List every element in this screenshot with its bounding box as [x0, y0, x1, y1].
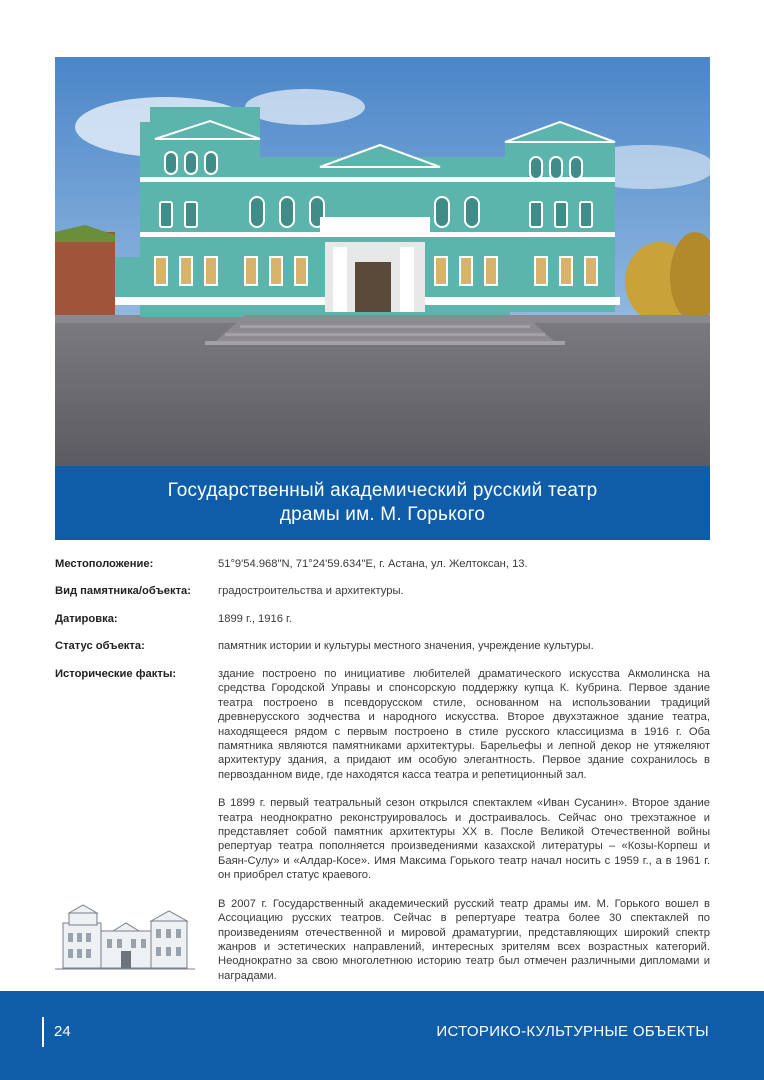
page-title-line-2: драмы им. М. Горького [279, 504, 486, 525]
history-paragraph-2: В 1899 г. первый театральный сезон открылся спектаклем «Иван Сусанин». Второе здание театра неоднократно реконструировалось и достраивалось. Сейчас оно трехэтажное и представляет собой памятник архитектуры XX в. После Великой Отечественной войны репертуар театра пополняется произведениями казахской литературы – «Козы-Корпеш и Баян-Сулу» и «Алдар-Косе». Имя Максима Горького театр начал носить с 1959 г., а в 1961 г. он приобрел статус краевого. [218, 797, 710, 882]
field-dating [55, 612, 710, 626]
theatre-photo [55, 57, 710, 466]
field-location [55, 557, 710, 571]
page-number: 24 [54, 1023, 71, 1040]
section-title: ИСТОРИКО-КУЛЬТУРНЫЕ ОБЪЕКТЫ [436, 1023, 709, 1040]
field-label: Статус объекта: [55, 640, 145, 652]
page-footer [0, 991, 764, 1080]
page-title-line-1: Государственный академический русский театр [167, 480, 598, 501]
field-label: Вид памятника/объекта: [55, 585, 191, 597]
field-type [55, 584, 710, 598]
field-value: градостроительства и архитектуры. [218, 585, 404, 597]
history-text [218, 667, 710, 983]
field-label: Исторические факты: [55, 668, 177, 680]
field-value: памятник истории и культуры местного значения, учреждение культуры. [218, 640, 594, 652]
title-banner [55, 466, 710, 540]
footer-divider [42, 1017, 44, 1047]
field-value: 51°9'54.968"N, 71°24'59.634"E, г. Астана, ул. Желтоксан, 13. [218, 558, 528, 570]
field-label: Местоположение: [55, 558, 154, 570]
history-paragraph-1: здание построено по инициативе любителей драматического искусства Акмолинска на средства Городской Управы и спонсорскую поддержку купца К. Кубрина. Первое здание театра построено в псевдорусском стиле, основанном на использовании традиций древнерусского зодчества и народного искусства. Второе двухэтажное здание театра, находящееся рядом с первым построено в стиле русского классицизма в 1916 г. Оба памятника являются памятниками архитектуры. Барельефы и лепной декор не утяжеляют архитектуру здания, а придают им особую элегантность. Первое здание сохранилось в первозданном виде, где находятся касса театра и репетиционный зал. [218, 668, 710, 781]
theatre-sketch-illustration [55, 893, 195, 976]
history-paragraph-3: В 2007 г. Государственный академический русский театр драмы им. М. Горького вошел в Ассоциацию русских театров. Сейчас в репертуаре театра более 30 спектаклей по произведениям отечественной и мировой драматургии, представляющих широкий спектр жанров и эстетических направлений, интересных зрителям всех возрастных категорий. Неоднократно за свою многолетнюю историю театр был отмечен различными дипломами и наградами. [218, 897, 710, 982]
field-value: 1899 г., 1916 г. [218, 613, 292, 625]
field-label: Датировка: [55, 613, 118, 625]
field-status [55, 639, 710, 653]
